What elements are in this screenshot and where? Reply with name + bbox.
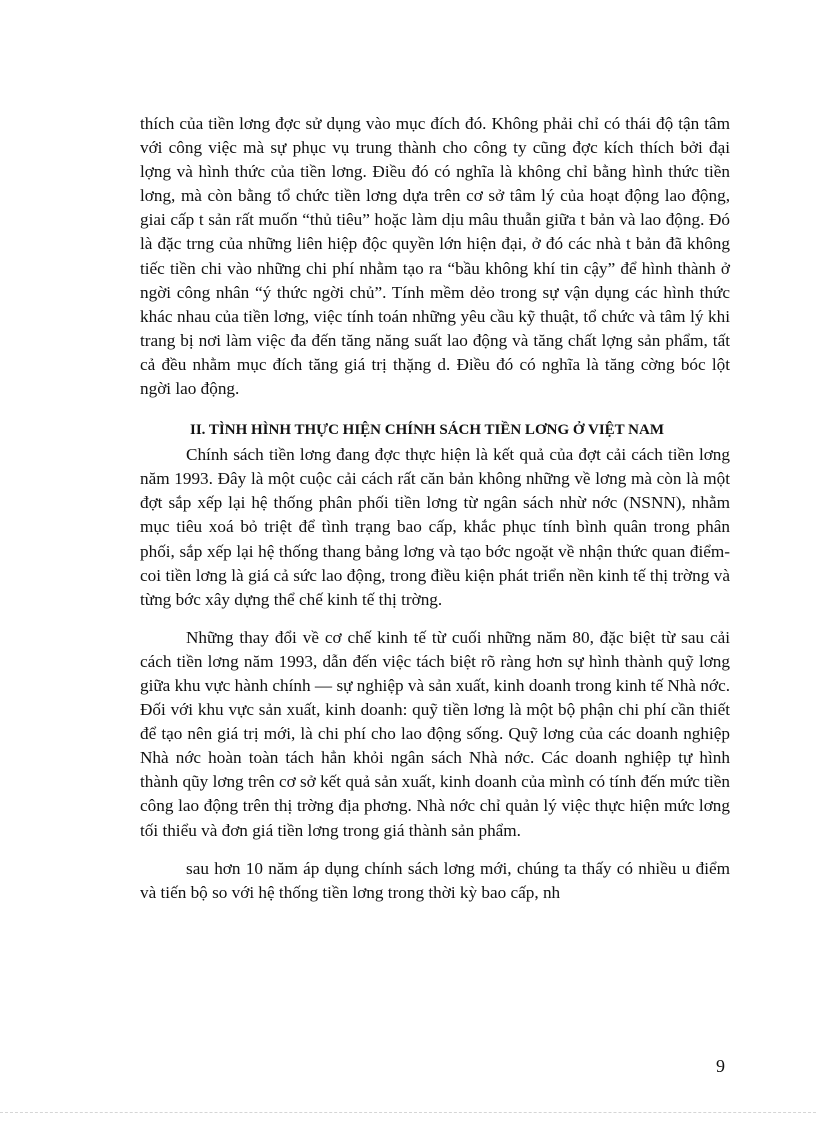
body-text	[140, 112, 730, 905]
page-bottom-divider	[0, 1112, 816, 1113]
paragraph-economic-changes: Những thay đổi về cơ chế kinh tế từ cuối những năm 80, đặc biệt từ sau cải cách tiền lơng năm 1993, dẫn đến việc tách biệt rõ ràng hơn sự hình thành quỹ lơng giữa khu vực hành chính — sự nghiệp và sản xuất, kinh doanh trong kinh tế Nhà nớc. Đối với khu vực sản xuất, kinh doanh: quỹ tiền lơng là một bộ phận chi phí cần thiết để tạo nên giá trị mới, là chi phí cho lao động sống. Quỹ lơng của các doanh nghiệp Nhà nớc hoàn toàn tách hẳn khỏi ngân sách Nhà nớc. Các doanh nghiệp tự hình thành qũy lơng trên cơ sở kết quả sản xuất, kinh doanh của mình có tính đến mức tiền công lao động trên thị trờng địa phơng. Nhà nớc chỉ quản lý việc thực hiện mức lơng tối thiểu và đơn giá tiền lơng trong giá thành sản phẩm.	[140, 627, 730, 840]
section-heading: II. TÌNH HÌNH THỰC HIỆN CHÍNH SÁCH TIỀN LƠNG Ở VIỆT NAM	[190, 422, 664, 439]
paragraph-wage-psychology: thích của tiền lơng đợc sử dụng vào mục đích đó. Không phải chỉ có thái độ tận tâm với công việc mà sự phục vụ trung thành cho công ty cũng đợc kích thích bởi đại lợng và hình thức của tiền lơng. Điều đó có nghĩa là không chỉ bằng hình thức tiền lơng, mà còn bằng tổ chức tiền lơng dựa trên cơ sở tâm lý của hoạt động lao động, giai cấp t sản rất muốn “thủ tiêu” hoặc làm dịu mâu thuẫn giữa t bản và lao động. Đó là đặc trng của những liên hiệp độc quyền lớn hiện đại, ở đó các nhà t bản đã không tiếc tiền chi vào những chi phí nhằm tạo ra “bầu không khí tin cậy” để hình thành ở ngời công nhân “ý thức ngời chủ”. Tính mềm dẻo trong sự vận dụng các hình thức khác nhau của tiền lơng, việc tính toán những yêu cầu kỹ thuật, tổ chức và tâm lý khi trang bị nơi làm việc đa đến tăng năng suất lao động và tăng chất lợng sản phẩm, tất cả đều nhằm mục đích tăng giá trị thặng d. Điều đó có nghĩa là tăng cờng bóc lột ngời lao động.	[140, 114, 730, 399]
paragraph-wage-policy-1993: Chính sách tiền lơng đang đợc thực hiện là kết quả của đợt cải cách tiền lơng năm 1993. Đây là một cuộc cải cách rất căn bản không những về lơng mà còn là một đợt sắp xếp lại hệ thống phân phối tiền lơng từ ngân sách nhừ nớc (NSNN), nhằm mục tiêu xoá bỏ triệt để tình trạng bao cấp, khắc phục tính bình quân trong phân phối, sắp xếp lại hệ thống thang bảng lơng và tạo bớc ngoặt về nhận thức quan điểm- coi tiền lơng là giá cả sức lao động, trong điều kiện phát triển nền kinh tế thị trờng và từng bớc xây dựng thể chế kinh tế thị trờng.	[140, 445, 730, 609]
paragraph-gap	[140, 843, 730, 857]
paragraph-gap	[140, 612, 730, 626]
page-number: 9	[716, 1056, 725, 1076]
paragraph-after-ten-years: sau hơn 10 năm áp dụng chính sách lơng mới, chúng ta thấy có nhiều u điểm và tiến bộ so với hệ thống tiền lơng trong thời kỳ bao cấp, nh	[140, 858, 730, 902]
